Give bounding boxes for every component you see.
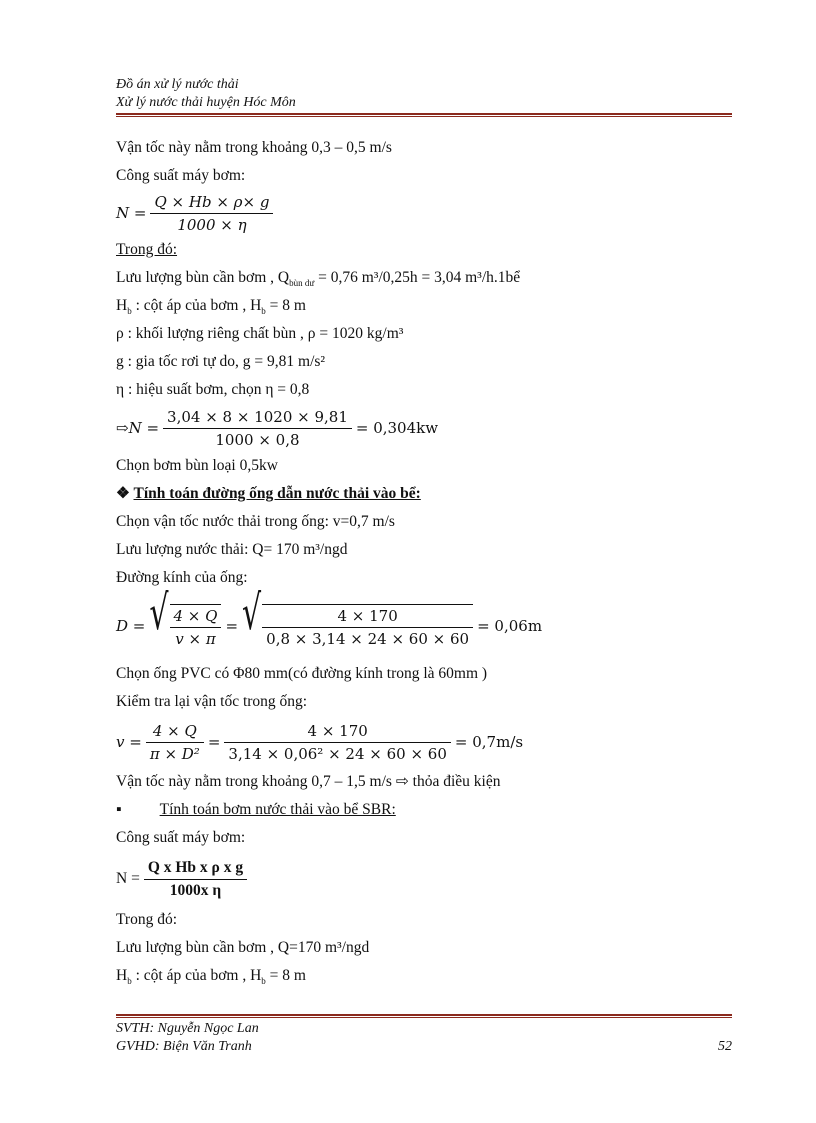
text-line (116, 962, 732, 990)
header-line-1: Đồ án xử lý nước thải (116, 77, 239, 92)
eq-fraction (262, 604, 473, 648)
eq-numerator: 4 × Q (152, 721, 197, 740)
text-line: Kiểm tra lại vận tốc trong ống: (116, 693, 308, 710)
section-heading-text: Tính toán đường ống dẫn nước thải vào bể: (133, 485, 421, 502)
eq-numerator: Q × Hb × ρ× g (154, 192, 270, 211)
eq-lhs: N = (116, 870, 140, 887)
eq-lhs: D = (116, 617, 146, 635)
text-span: = 8 m (265, 297, 306, 314)
section-heading (116, 796, 732, 824)
text-line: Trong đó: (116, 911, 178, 928)
equation-velocity (116, 716, 732, 768)
text-span: : cột áp của bơm , H (131, 967, 262, 984)
text-line: g : gia tốc rơi tự do, g = 9,81 m/s² (116, 353, 326, 370)
eq-rhs: = 0,7m/s (454, 733, 524, 751)
footer-student: SVTH: Nguyễn Ngọc Lan (116, 1021, 259, 1036)
equation-power-result (116, 404, 732, 452)
equation-power-2 (116, 852, 732, 906)
radical-icon: √ (242, 586, 262, 642)
text-line: Vận tốc này nằm trong khoảng 0,3 – 0,5 m/s (116, 139, 392, 156)
header-line-2: Xử lý nước thải huyện Hóc Môn (116, 95, 296, 110)
text-span: Lưu lượng bùn cần bơm , Q (116, 269, 290, 286)
text-line: Công suất máy bơm: (116, 167, 246, 184)
eq-denominator: v × π (170, 627, 222, 648)
page-header (116, 76, 296, 112)
subscript: b (261, 306, 266, 317)
eq-denominator: 1000x η (144, 879, 247, 900)
eq-lhs: N = (116, 204, 147, 222)
text-line: Chọn bơm bùn loại 0,5kw (116, 457, 278, 474)
page-footer (116, 1020, 732, 1056)
text-line: Công suất máy bơm: (116, 829, 246, 846)
eq-fraction (146, 722, 204, 763)
eq-denominator: π × D² (146, 742, 204, 763)
section-heading-text: Tính toán bơm nước thải vào bể SBR: (159, 801, 396, 818)
eq-fraction (170, 604, 222, 648)
text-line: Lưu lượng bùn cần bơm , Q=170 m³/ngd (116, 939, 370, 956)
eq-numerator: 3,04 × 8 × 1020 × 9,81 (167, 407, 348, 426)
eq-denominator: 3,14 × 0,06² × 24 × 60 × 60 (224, 742, 451, 763)
subscript: bùn dư (289, 278, 315, 289)
eq-rhs: = 0,06m (477, 617, 543, 635)
eq-numerator: 4 × Q (173, 607, 218, 625)
eq-numerator: 4 × 170 (307, 721, 368, 740)
eq-denominator: 1000 × η (150, 213, 273, 234)
square-bullet-icon: ▪ (116, 801, 122, 818)
text-span: H (116, 297, 128, 314)
eq-fraction (163, 408, 352, 449)
eq-fraction (150, 193, 273, 234)
eq-numerator: Q x Hb x ρ x g (147, 858, 244, 876)
text-line: Chọn vận tốc nước thải trong ống: v=0,7 m/s (116, 513, 395, 530)
subscript: b (261, 976, 266, 987)
subscript: b (127, 976, 132, 987)
eq-equals: = (225, 617, 239, 635)
text-line: Đường kính của ống: (116, 569, 248, 586)
eq-lhs: v = (116, 733, 142, 751)
text-span: H (116, 967, 128, 984)
text-line: ρ : khối lượng riêng chất bùn , ρ = 1020 kg/m³ (116, 325, 404, 342)
radical-icon: √ (149, 586, 169, 642)
diamond-bullet-icon: ❖ (116, 485, 130, 502)
subscript: b (127, 306, 132, 317)
eq-denominator: 0,8 × 3,14 × 24 × 60 × 60 (262, 627, 473, 648)
eq-fraction (224, 722, 451, 763)
eq-lhs: ⇨N = (116, 419, 160, 437)
page-number: 52 (718, 1039, 732, 1054)
eq-numerator: 4 × 170 (337, 607, 398, 625)
text-line (116, 292, 732, 320)
text-span: : cột áp của bơm , H (131, 297, 262, 314)
text-span: = 8 m (265, 967, 306, 984)
equation-power (116, 190, 732, 236)
sqrt-2 (242, 586, 473, 648)
text-line: Vận tốc này nằm trong khoảng 0,7 – 1,5 m/s ⇨ thỏa điều kiện (116, 773, 501, 790)
equation-diameter (116, 586, 732, 660)
text-line: Chọn ống PVC có Φ80 mm(có đường kính trong là 60mm ) (116, 665, 488, 682)
section-heading (116, 480, 732, 508)
footer-advisor: GVHD: Biện Văn Tranh (116, 1039, 252, 1054)
text-line: Lưu lượng nước thải: Q= 170 m³/ngd (116, 541, 348, 558)
eq-equals: = (207, 733, 221, 751)
sqrt-1 (149, 586, 221, 648)
page-body (116, 134, 732, 990)
text-line: Trong đó: (116, 241, 178, 258)
text-line: η : hiệu suất bơm, chọn η = 0,8 (116, 381, 310, 398)
footer-rule (116, 1014, 732, 1018)
eq-rhs: = 0,304kw (355, 419, 439, 437)
text-span: = 0,76 m³/0,25h = 3,04 m³/h.1bể (314, 269, 521, 286)
eq-denominator: 1000 × 0,8 (163, 428, 352, 449)
text-line (116, 264, 732, 292)
eq-fraction (144, 859, 247, 900)
header-rule (116, 113, 732, 117)
